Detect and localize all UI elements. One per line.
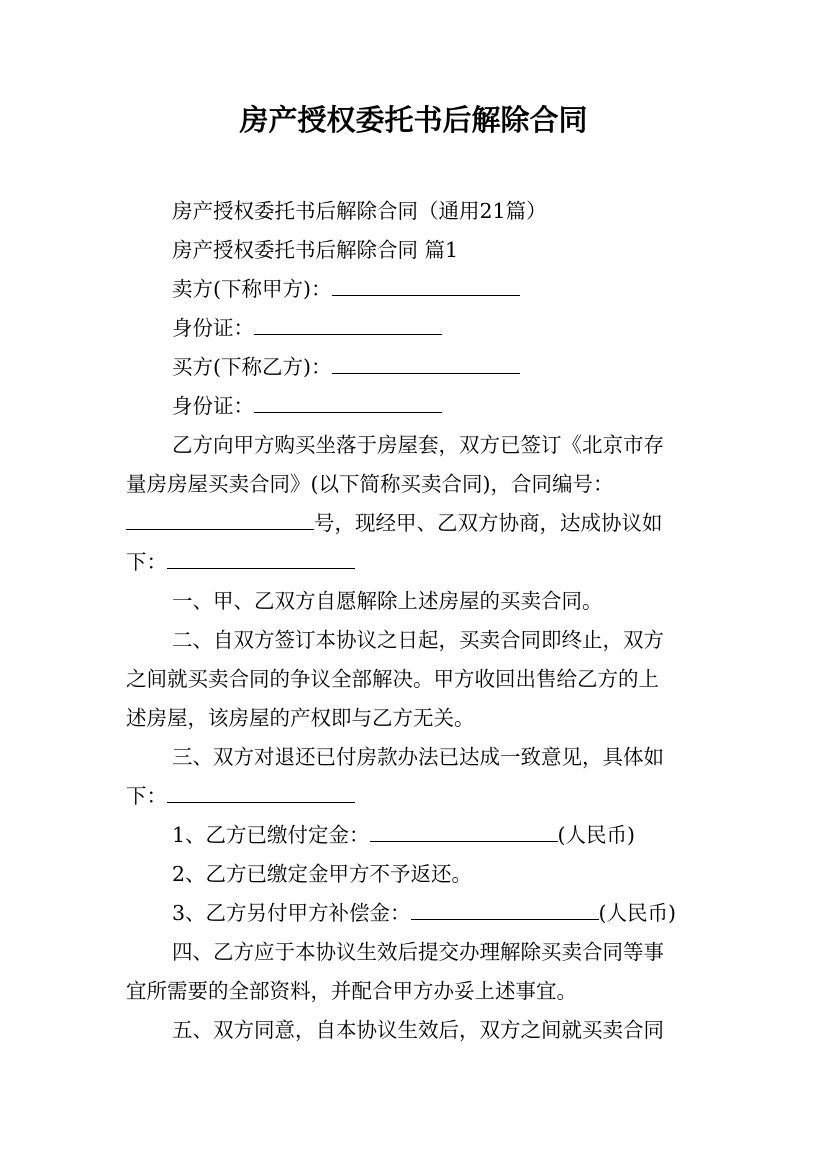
deposit-blank xyxy=(370,820,558,842)
clause-5-line-1: 五、双方同意，自本协议生效后，双方之间就买卖合同 xyxy=(172,1018,664,1042)
item-1-line xyxy=(172,820,635,850)
clause-2-line-1: 二、自双方签订本协议之日起，买卖合同即终止，双方 xyxy=(172,628,664,652)
buyer-id-blank xyxy=(254,391,442,413)
buyer-id-label: 身份证： xyxy=(172,394,254,418)
para-intro-line-3-text: 号，现经甲、乙双方协商，达成协议如 xyxy=(314,511,663,535)
clause-2-line-2: 之间就买卖合同的争议全部解决。甲方收回出售给乙方的上 xyxy=(126,667,659,691)
seller-id-blank xyxy=(254,313,442,335)
para-intro-line-3 xyxy=(126,508,663,538)
seller-label: 卖方(下称甲方)： xyxy=(172,277,332,301)
buyer-id-line xyxy=(172,391,442,421)
item-3-text: 3、乙方另付甲方补偿金： xyxy=(172,901,411,925)
clause-4-line-1: 四、乙方应于本协议生效后提交办理解除买卖合同等事 xyxy=(172,940,664,964)
clause-3-blank xyxy=(167,781,355,803)
clause-3-line-2-text: 下： xyxy=(126,784,167,808)
clause-4-line-2: 宜所需要的全部资料，并配合甲方办妥上述事宜。 xyxy=(126,979,577,1003)
seller-line xyxy=(172,274,520,304)
para-intro-line-2: 量房房屋买卖合同》(以下简称买卖合同)，合同编号： xyxy=(126,472,614,496)
item-3-line xyxy=(172,898,676,928)
seller-blank xyxy=(332,274,520,296)
clause-1-line: 一、甲、乙双方自愿解除上述房屋的买卖合同。 xyxy=(172,589,603,613)
seller-id-line xyxy=(172,313,442,343)
buyer-blank xyxy=(332,352,520,374)
seller-id-label: 身份证： xyxy=(172,316,254,340)
clause-2-line-3: 述房屋，该房屋的产权即与乙方无关。 xyxy=(126,706,475,730)
item-1-text: 1、乙方已缴付定金： xyxy=(172,823,370,847)
buyer-line xyxy=(172,352,520,382)
item-3-unit: (人民币) xyxy=(598,901,677,925)
compensation-blank xyxy=(411,898,599,920)
item-1-unit: (人民币) xyxy=(557,823,636,847)
para-intro-line-4 xyxy=(126,547,355,577)
buyer-label: 买方(下称乙方)： xyxy=(172,355,332,379)
contract-number-blank xyxy=(126,508,314,530)
clause-3-line-2 xyxy=(126,781,355,811)
clause-3-line-1: 三、双方对退还已付房款办法已达成一致意见，具体如 xyxy=(172,745,664,769)
para-intro-line-1: 乙方向甲方购买坐落于房屋套，双方已签订《北京市存 xyxy=(172,433,664,457)
intro-blank xyxy=(167,547,355,569)
document-title: 房产授权委托书后解除合同 xyxy=(239,103,588,137)
item-2-line: 2、乙方已缴定金甲方不予返还。 xyxy=(172,862,473,886)
subtitle-line: 房产授权委托书后解除合同（通用21篇） xyxy=(172,199,547,223)
para-intro-line-4-text: 下： xyxy=(126,550,167,574)
chapter-heading: 房产授权委托书后解除合同 篇1 xyxy=(172,238,459,262)
